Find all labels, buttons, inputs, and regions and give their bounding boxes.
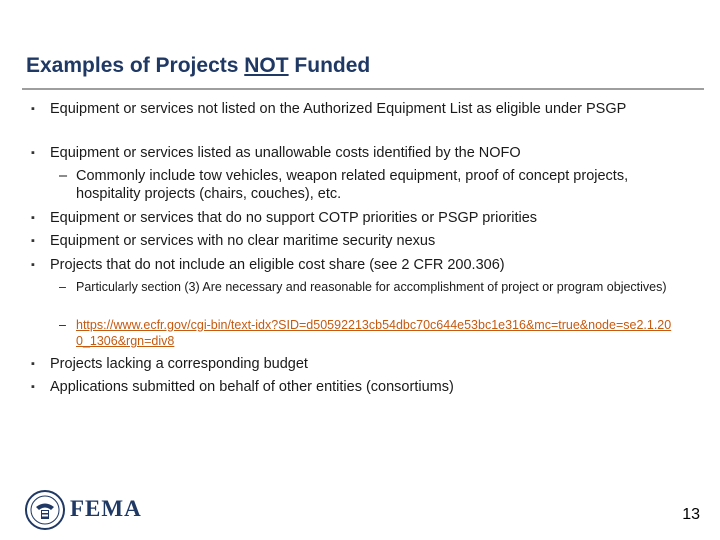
bullet-item: ▪ Projects lacking a corresponding budget — [50, 355, 660, 373]
bullet-item: ▪ Equipment or services listed as unallowable costs identified by the NOFO — [50, 144, 660, 162]
bullet-item: ▪ Applications submitted on behalf of other entities (consortiums) — [50, 378, 660, 396]
bullet-item: ▪ Equipment or services with no clear maritime security nexus — [50, 232, 660, 250]
bullet-item: ▪ Equipment or services that do no support COTP priorities or PSGP priorities — [50, 209, 660, 227]
title-emphasis: NOT — [244, 54, 289, 77]
page-number: 13 — [682, 506, 700, 523]
fema-logo — [25, 490, 155, 530]
ecfr-link[interactable]: https://www.ecfr.gov/cgi-bin/text-idx?SID=d50592213cb54dbc70c644e53bc1e316&mc=true&node=se2.1.200_1306&rgn=div8 — [76, 318, 672, 348]
sub-bullet-item: – Commonly include tow vehicles, weapon related equipment, proof of concept projects, hospitality projects (chairs, couches), etc. — [76, 167, 666, 203]
bullet-item: ▪ Equipment or services not listed on the Authorized Equipment List as eligible under PSGP — [50, 100, 660, 118]
bullet-item: ▪ Projects that do not include an eligible cost share (see 2 CFR 200.306) — [50, 256, 660, 274]
sub-bullet-item: – Particularly section (3) Are necessary and reasonable for accomplishment of project or program objectives) — [76, 279, 676, 295]
title-suffix: Funded — [288, 54, 371, 77]
title-prefix: Examples of Projects — [26, 54, 245, 77]
slide-title — [26, 52, 370, 80]
sub-bullet-link-item — [76, 317, 676, 349]
dhs-seal-icon — [25, 490, 65, 530]
title-divider — [22, 88, 704, 90]
fema-logo-text: FEMA — [70, 496, 142, 521]
